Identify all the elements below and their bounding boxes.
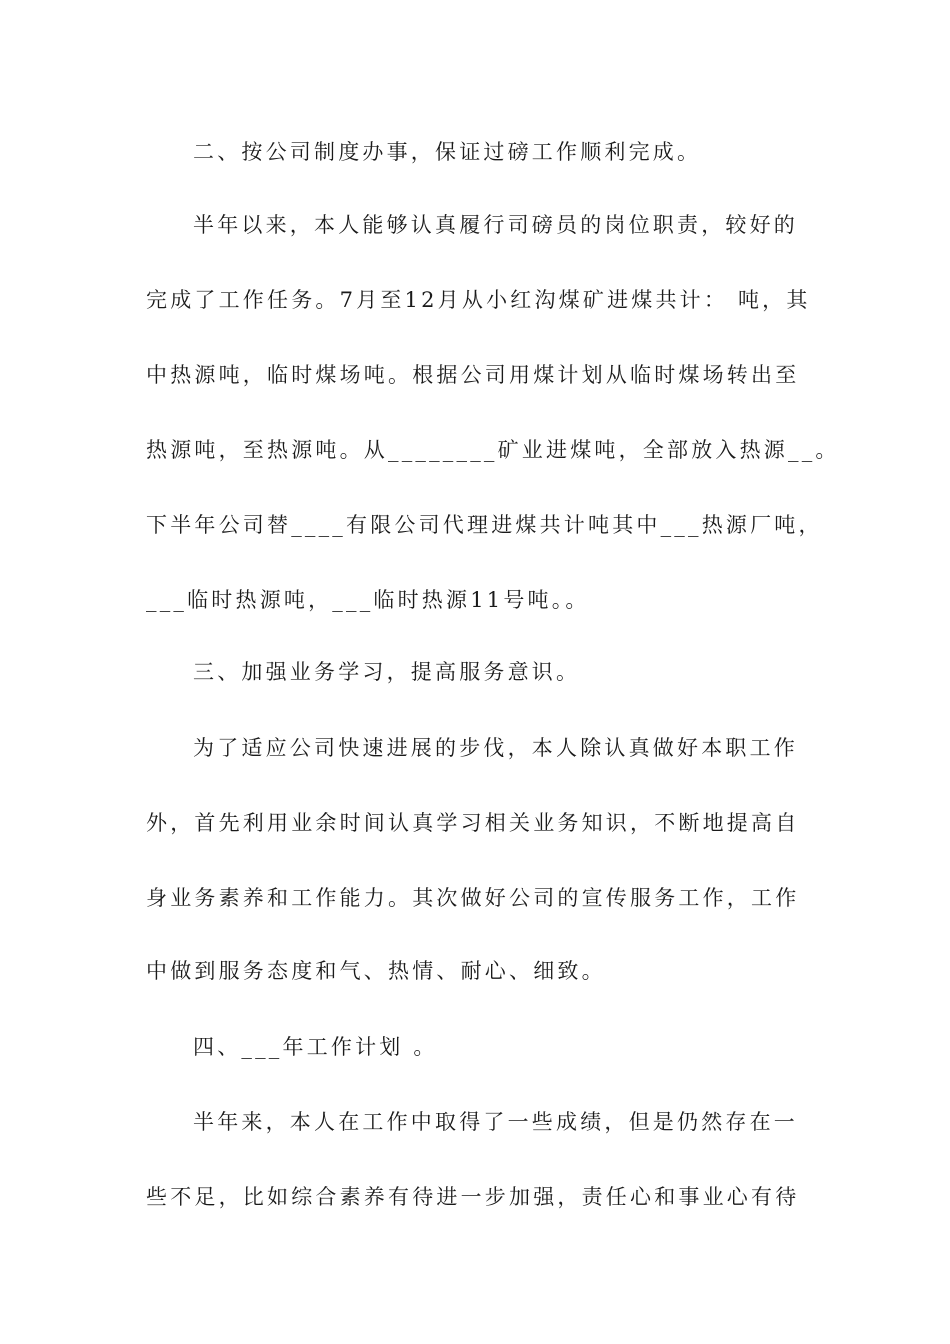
paragraph-heading-3: 三、加强业务学习，提高服务意识。 xyxy=(193,660,581,684)
paragraph-line: 热源吨，至热源吨。从________矿业进煤吨，全部放入热源__。 xyxy=(146,438,840,462)
paragraph-line: 中做到服务态度和气、热情、耐心、细致。 xyxy=(146,959,606,983)
paragraph-line: 半年来，本人在工作中取得了一些成绩，但是仍然存在一 xyxy=(193,1110,798,1134)
paragraph-line: 身业务素养和工作能力。其次做好公司的宣传服务工作，工作 xyxy=(146,886,800,910)
paragraph-line: 外，首先利用业余时间认真学习相关业务知识，不断地提高自 xyxy=(146,811,800,835)
paragraph-line: 些不足，比如综合素养有待进一步加强，责任心和事业心有待 xyxy=(146,1185,800,1209)
paragraph-line: 中热源吨，临时煤场吨。根据公司用煤计划从临时煤场转出至 xyxy=(146,363,800,387)
paragraph-heading-2: 二、按公司制度办事，保证过磅工作顺利完成。 xyxy=(193,140,702,164)
paragraph-line: 为了适应公司快速进展的步伐，本人除认真做好本职工作 xyxy=(193,736,798,760)
paragraph-line: ___临时热源吨，___临时热源11号吨。。 xyxy=(146,588,590,612)
paragraph-line: 下半年公司替____有限公司代理进煤共计吨其中___热源厂吨， xyxy=(146,513,823,537)
paragraph-line: 半年以来，本人能够认真履行司磅员的岗位职责，较好的 xyxy=(193,213,798,237)
paragraph-heading-4: 四、___年工作计划 。 xyxy=(193,1035,438,1059)
paragraph-line: 完成了工作任务。7月至12月从小红沟煤矿进煤共计： 吨，其 xyxy=(146,288,811,312)
